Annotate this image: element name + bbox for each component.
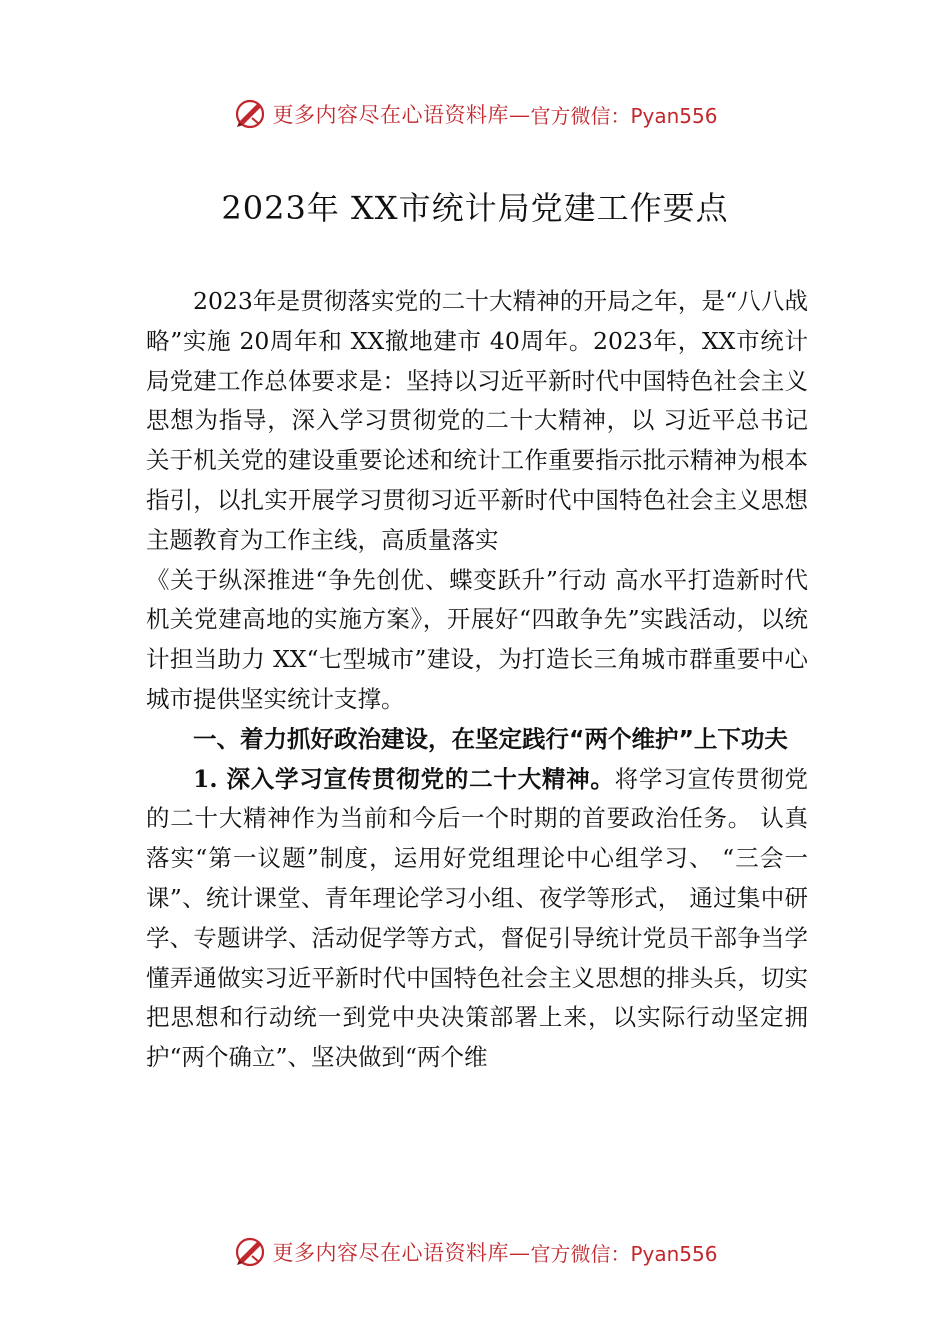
intro-continuation: 《关于纵深推进“争先创优、蝶变跃升”行动 高水平打造新时代机关党建高地的实施方案》，开展好“四敢争先”实践活动，以统计担当助力 XX“七型城市”建设，为打造长三角城市群重要中心城市提供坚实统计支撑。 [146,565,808,713]
item-paragraph [146,760,808,1078]
top-watermark-banner [0,94,950,134]
section-heading: 一、着力抓好政治建设，在坚定践行“两个维护”上下功夫 [193,724,788,753]
watermark-contact: 官方微信：Pyan556 [530,103,718,128]
bottom-watermark-banner [0,1232,950,1272]
item-body: 将学习宣传贯彻党的二十大精神作为当前和今后一个时期的首要政治任务。 认真落实“第一议题”制度，运用好党组理论中心组学习、 “三会一课”、统计课堂、青年理论学习小组、夜学等形式， 通过集中研学、专题讲学、活动促学等方式，督促引导统计党员干部争当学懂弄通做实习近平新时代中国特色社会主义思想的排头兵，切实把思想和行动统一到党中央决策部署上来，以实际行动坚定拥护“两个确立”、坚决做到“两个维 [146,764,809,1072]
pen-badge-icon [232,1234,268,1270]
document-title: 2023年 XX市统计局党建工作要点 [221,189,729,227]
item-lead: 1. 深入学习宣传贯彻党的二十大精神。 [193,764,615,793]
watermark-brand: 更多内容尽在心语资料库— [272,103,531,127]
intro-paragraph: 2023年是贯彻落实党的二十大精神的开局之年，是“八八战略”实施 20周年和 XX撤地建市 40周年。2023年，XX市统计局党建工作总体要求是：坚持以习近平新时代中国特色社会主义思想为指导，深入学习贯彻党的二十大精神，以 习近平总书记关于机关党的建设重要论述和统计工作重要指示批示精神为根本指引，以扎实开展学习贯彻习近平新时代中国特色社会主义思想主题教育为工作主线，高质量落实 [146,287,808,554]
document-body [146,282,808,1078]
pen-badge-icon [232,96,268,132]
watermark-contact: 官方微信：Pyan556 [530,1241,718,1266]
watermark-brand: 更多内容尽在心语资料库— [272,1241,531,1265]
